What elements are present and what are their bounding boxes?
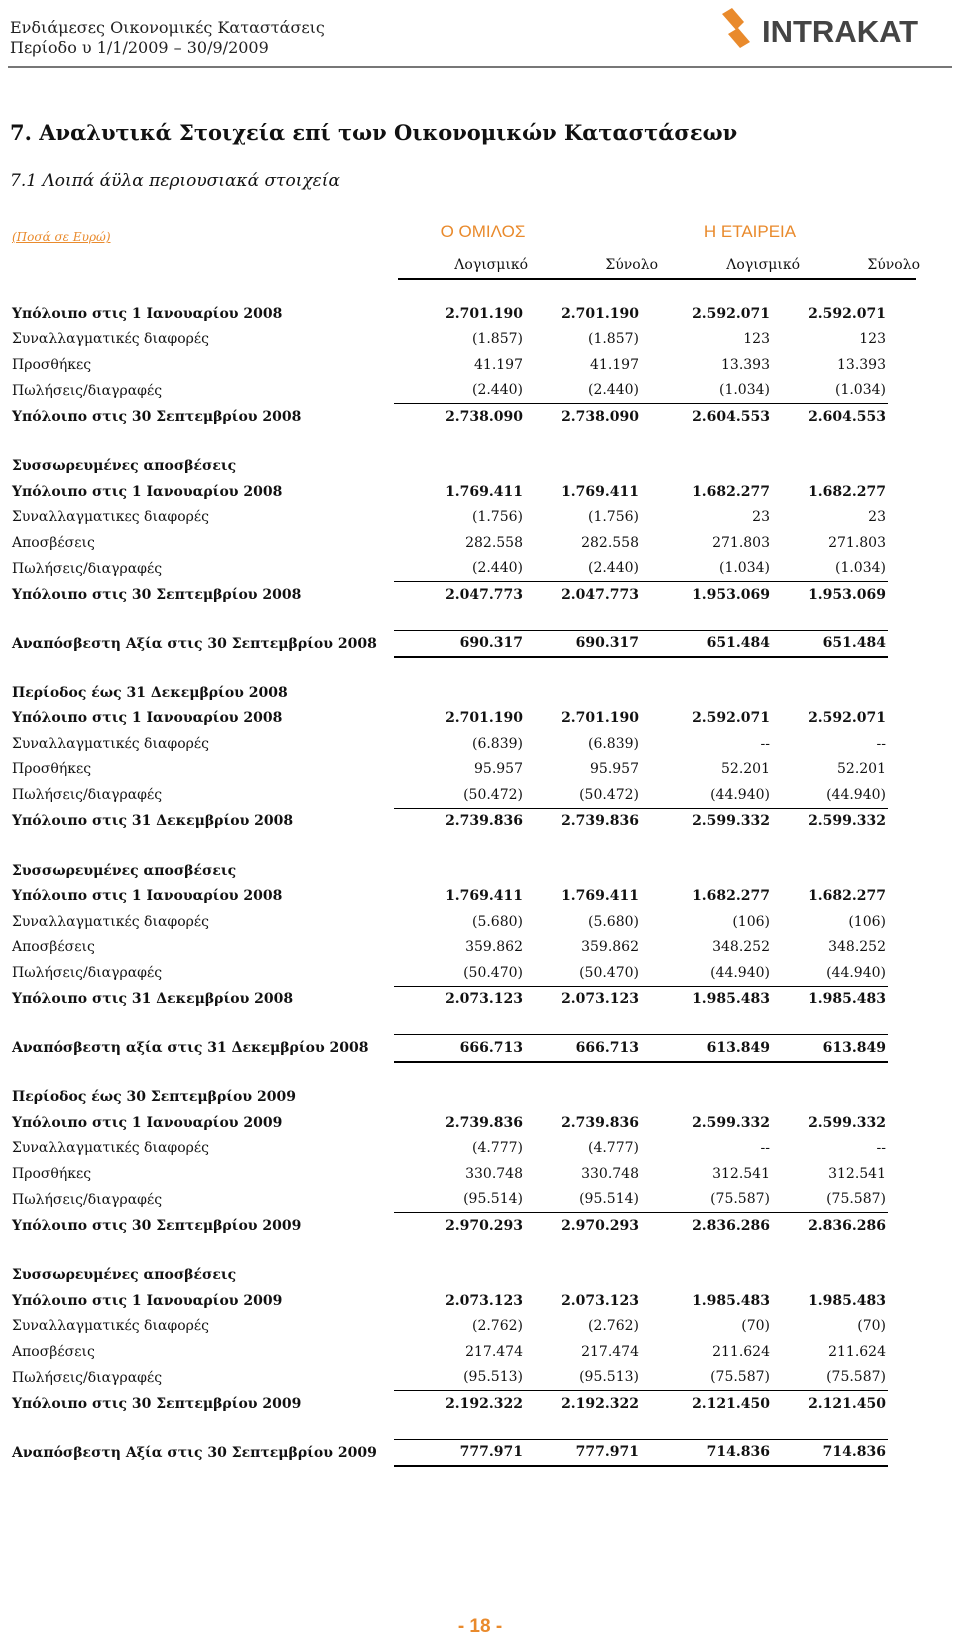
value-cell: 211.624	[828, 1343, 886, 1360]
table-row	[12, 706, 888, 732]
value-cell: (75.587)	[826, 1369, 886, 1386]
value-cell: 1.769.411	[561, 483, 639, 500]
value-cell: --	[760, 735, 770, 752]
value-cell: (4.777)	[587, 1140, 639, 1157]
value-cell: 52.201	[721, 761, 770, 778]
value-cell: 359.862	[581, 939, 639, 956]
value-cell: --	[876, 1140, 886, 1157]
row-label: Συναλλαγματικές διαφορές	[12, 1318, 209, 1335]
row-label: Αναπόσβεστη αξία στις 31 Δεκεμβρίου 2008	[12, 1040, 369, 1056]
value-cell: (44.940)	[826, 786, 886, 803]
value-cell: 666.713	[525, 1035, 641, 1062]
value-cell: 2.121.450	[772, 1391, 888, 1417]
value-cell	[772, 1085, 888, 1111]
table-row	[12, 986, 888, 1012]
value-cell: (95.514)	[579, 1191, 639, 1208]
value-cell	[772, 858, 888, 884]
table-row	[12, 1263, 888, 1289]
value-cell: 613.849	[772, 1035, 888, 1062]
row-label: Υπόλοιπο στις 30 Σεπτεμβρίου 2009	[12, 1217, 302, 1234]
value-cell: 23	[868, 509, 886, 526]
value-cell	[641, 1263, 772, 1289]
row-label: Υπόλοιπο στις 30 Σεπτεμβρίου 2008	[12, 408, 302, 425]
table-row	[12, 909, 888, 935]
table-row	[12, 301, 888, 327]
value-cell: (95.513)	[463, 1369, 523, 1386]
page-number: - 18 -	[457, 1616, 503, 1637]
table-row	[12, 1314, 888, 1340]
value-cell: 2.599.332	[772, 808, 888, 834]
value-cell: 2.701.190	[445, 710, 523, 727]
value-cell: (4.777)	[471, 1140, 523, 1157]
value-cell: (5.680)	[587, 913, 639, 930]
value-cell: 1.682.277	[692, 483, 770, 500]
value-cell: 217.474	[581, 1343, 639, 1360]
row-label: Πωλήσεις/διαγραφές	[12, 560, 163, 577]
table-row	[12, 556, 888, 582]
row-label: Πωλήσεις/διαγραφές	[12, 965, 163, 981]
value-cell: (1.857)	[587, 331, 639, 348]
value-cell: 2.192.322	[394, 1391, 525, 1417]
table-row	[12, 1439, 888, 1466]
value-cell	[525, 1085, 641, 1111]
value-cell: 2.047.773	[394, 582, 525, 608]
row-label: Συσσωρευμένες αποσβέσεις	[12, 862, 237, 879]
value-cell: 1.682.277	[808, 483, 886, 500]
spacer-row	[12, 608, 888, 631]
value-cell: (2.440)	[587, 382, 639, 399]
table-row	[12, 479, 888, 505]
subsection-title: 7.1 Λοιπά άϋλα περιουσιακά στοιχεία	[10, 171, 340, 191]
column-header: Σύνολο	[867, 257, 920, 273]
table-row	[12, 404, 888, 430]
value-cell: 1.953.069	[641, 582, 772, 608]
spacer-row	[12, 834, 888, 858]
value-cell: 2.121.450	[641, 1391, 772, 1417]
value-cell: 348.252	[712, 939, 770, 956]
row-label: Υπόλοιπο στις 31 Δεκεμβρίου 2008	[12, 991, 294, 1007]
spacer-row	[12, 1417, 888, 1440]
value-cell: (1.857)	[471, 331, 523, 348]
value-cell: 2.604.553	[641, 404, 772, 430]
value-cell: 123	[743, 331, 770, 348]
value-cell: (6.839)	[471, 735, 523, 752]
section-title: 7. Αναλυτικά Στοιχεία επί των Οικονομικών Καταστάσεων	[10, 120, 738, 145]
value-cell: (1.034)	[834, 382, 886, 399]
value-cell: 271.803	[712, 534, 770, 551]
intrakat-logo	[718, 8, 948, 48]
value-cell: 312.541	[828, 1165, 886, 1182]
table-row	[12, 960, 888, 986]
header-title: Ενδιάμεσες Οικονομικές Καταστάσεις	[10, 18, 325, 37]
value-cell: 1.985.483	[641, 986, 772, 1012]
document-header	[10, 18, 325, 58]
value-cell: (75.587)	[710, 1369, 770, 1386]
spacer-row	[12, 657, 888, 680]
row-label: Υπόλοιπο στις 30 Σεπτεμβρίου 2008	[12, 586, 302, 603]
table-row	[12, 1213, 888, 1239]
value-cell: 2.073.123	[445, 1292, 523, 1309]
value-cell: 2.047.773	[525, 582, 641, 608]
value-cell: 2.592.071	[808, 305, 886, 322]
value-cell: 2.738.090	[394, 404, 525, 430]
value-cell: 2.739.836	[525, 808, 641, 834]
row-label: Συναλλαγματικές διαφορές	[12, 1140, 209, 1157]
row-label: Υπόλοιπο στις 1 Ιανουαρίου 2008	[12, 305, 283, 322]
table-row	[12, 327, 888, 353]
value-cell: 2.592.071	[808, 710, 886, 727]
value-cell: 271.803	[828, 534, 886, 551]
value-cell: 2.970.293	[394, 1213, 525, 1239]
table-row	[12, 1085, 888, 1111]
table-row	[12, 757, 888, 783]
value-cell: (50.470)	[579, 964, 639, 981]
row-label: Συσσωρευμένες αποσβέσεις	[12, 1267, 237, 1284]
value-cell	[394, 1263, 525, 1289]
value-cell: 13.393	[721, 356, 770, 373]
value-cell	[394, 454, 525, 480]
value-cell: 690.317	[525, 630, 641, 657]
table-row	[12, 884, 888, 910]
value-cell: 217.474	[465, 1343, 523, 1360]
value-cell: 2.836.286	[772, 1213, 888, 1239]
table-row	[12, 808, 888, 834]
value-cell: (75.587)	[710, 1191, 770, 1208]
value-cell: (106)	[848, 913, 886, 930]
value-cell: 1.769.411	[445, 888, 523, 905]
value-cell: 41.197	[590, 356, 639, 373]
table-row	[12, 858, 888, 884]
value-cell	[394, 858, 525, 884]
value-cell: 312.541	[712, 1165, 770, 1182]
row-label: Συναλλαγματικες διαφορές	[12, 509, 209, 526]
row-label: Πωλήσεις/διαγραφές	[12, 1369, 163, 1386]
value-cell: 1.682.277	[808, 888, 886, 905]
row-label: Υπόλοιπο στις 1 Ιανουαρίου 2009	[12, 1114, 283, 1131]
value-cell: 23	[752, 509, 770, 526]
table-row	[12, 935, 888, 961]
row-label: Αποσβέσεις	[12, 1343, 95, 1360]
row-label: Υπόλοιπο στις 31 Δεκεμβρίου 2008	[12, 813, 294, 829]
header-divider	[8, 66, 952, 68]
value-cell: 1.985.483	[808, 1292, 886, 1309]
value-cell: 2.592.071	[692, 710, 770, 727]
value-cell	[525, 858, 641, 884]
value-cell: (44.940)	[710, 964, 770, 981]
value-cell: 2.073.123	[394, 986, 525, 1012]
row-label: Προσθήκες	[12, 761, 92, 778]
value-cell: 777.971	[525, 1439, 641, 1466]
table-row	[12, 1339, 888, 1365]
spacer-row	[12, 1239, 888, 1263]
row-label: Προσθήκες	[12, 356, 92, 373]
value-cell: 690.317	[394, 630, 525, 657]
table-row	[12, 630, 888, 657]
row-label: Υπόλοιπο στις 1 Ιανουαρίου 2008	[12, 483, 283, 500]
value-cell: 777.971	[394, 1439, 525, 1466]
value-cell	[641, 454, 772, 480]
row-label: Προσθήκες	[12, 1165, 92, 1182]
value-cell: 359.862	[465, 939, 523, 956]
row-label: Συναλλαγματικές διαφορές	[12, 913, 209, 930]
header-period: Περίοδο υ 1/1/2009 – 30/9/2009	[10, 38, 269, 57]
value-cell: 282.558	[581, 534, 639, 551]
spacer-row	[12, 1062, 888, 1085]
table-row	[12, 1187, 888, 1213]
value-cell: (2.440)	[587, 560, 639, 577]
table-row	[12, 1035, 888, 1062]
logo-mark-icon	[718, 8, 948, 48]
value-cell: 2.739.836	[561, 1114, 639, 1131]
value-cell: 2.073.123	[561, 1292, 639, 1309]
value-cell: 1.682.277	[692, 888, 770, 905]
value-cell: 2.738.090	[525, 404, 641, 430]
value-cell: 2.599.332	[692, 1114, 770, 1131]
value-cell: (44.940)	[710, 786, 770, 803]
value-cell: (44.940)	[826, 964, 886, 981]
value-cell: 95.957	[590, 761, 639, 778]
value-cell: 1.985.483	[772, 986, 888, 1012]
value-cell: 282.558	[465, 534, 523, 551]
value-cell: 52.201	[837, 761, 886, 778]
value-cell: (50.472)	[463, 786, 523, 803]
table-row	[12, 1288, 888, 1314]
value-cell: 714.836	[772, 1439, 888, 1466]
value-cell	[525, 454, 641, 480]
value-cell: 1.953.069	[772, 582, 888, 608]
value-cell: 1.769.411	[561, 888, 639, 905]
row-label: Πωλήσεις/διαγραφές	[12, 1191, 163, 1208]
value-cell: 651.484	[641, 630, 772, 657]
value-cell: 211.624	[712, 1343, 770, 1360]
value-cell	[641, 1085, 772, 1111]
value-cell: (95.513)	[579, 1369, 639, 1386]
value-cell: (75.587)	[826, 1191, 886, 1208]
value-cell: (1.034)	[718, 560, 770, 577]
value-cell: 2.701.190	[561, 305, 639, 322]
value-cell: 2.739.836	[394, 808, 525, 834]
value-cell: (2.762)	[587, 1318, 639, 1335]
value-cell: --	[760, 1140, 770, 1157]
value-cell	[772, 680, 888, 706]
value-cell: (95.514)	[463, 1191, 523, 1208]
value-cell	[525, 680, 641, 706]
value-cell	[772, 1263, 888, 1289]
value-cell: 2.599.332	[808, 1114, 886, 1131]
table-row	[12, 1136, 888, 1162]
value-cell: 651.484	[772, 630, 888, 657]
column-header: Σύνολο	[605, 257, 658, 273]
row-label: Υπόλοιπο στις 1 Ιανουαρίου 2008	[12, 710, 283, 727]
value-cell: 2.592.071	[692, 305, 770, 322]
row-label: Υπόλοιπο στις 1 Ιανουαρίου 2008	[12, 888, 283, 905]
value-cell: (70)	[741, 1318, 770, 1335]
value-cell: 2.739.836	[445, 1114, 523, 1131]
table-row	[12, 1161, 888, 1187]
value-cell: 2.970.293	[525, 1213, 641, 1239]
value-cell: 95.957	[474, 761, 523, 778]
column-header: Λογισμικό	[726, 257, 800, 273]
row-label: Αποσβέσεις	[12, 939, 95, 956]
value-cell: 2.073.123	[525, 986, 641, 1012]
value-cell: 666.713	[394, 1035, 525, 1062]
value-cell: (1.756)	[471, 509, 523, 526]
value-cell	[394, 1085, 525, 1111]
value-cell: (2.762)	[471, 1318, 523, 1335]
table-row	[12, 731, 888, 757]
row-label: Περίοδος έως 31 Δεκεμβρίου 2008	[12, 684, 288, 701]
value-cell: 123	[859, 331, 886, 348]
row-label: Αναπόσβεστη Αξία στις 30 Σεπτεμβρίου 2009	[12, 1444, 377, 1461]
row-label: Συναλλαγματικές διαφορές	[12, 735, 209, 752]
amounts-note: (Ποσά σε Ευρώ)	[12, 230, 111, 244]
table-row	[12, 352, 888, 378]
table-row	[12, 1391, 888, 1417]
table-row	[12, 505, 888, 531]
row-label: Συναλλαγματικές διαφορές	[12, 331, 209, 348]
value-cell: (106)	[732, 913, 770, 930]
table-row	[12, 1365, 888, 1391]
row-label: Αποσβέσεις	[12, 534, 95, 551]
value-cell: (50.470)	[463, 964, 523, 981]
value-cell: 2.836.286	[641, 1213, 772, 1239]
group-heading: Ο ΟΜΙΛΟΣ	[440, 222, 526, 241]
row-label: Υπόλοιπο στις 1 Ιανουαρίου 2009	[12, 1292, 283, 1309]
value-cell	[394, 680, 525, 706]
value-cell: (50.472)	[579, 786, 639, 803]
table-row	[12, 782, 888, 808]
company-heading: Η ΕΤΑΙΡΕΙΑ	[703, 222, 797, 241]
value-cell: (2.440)	[471, 560, 523, 577]
table-row	[12, 530, 888, 556]
value-cell: (70)	[857, 1318, 886, 1335]
value-cell: (1.034)	[834, 560, 886, 577]
value-cell: --	[876, 735, 886, 752]
value-cell: 613.849	[641, 1035, 772, 1062]
column-header-divider	[398, 278, 916, 280]
value-cell: (6.839)	[587, 735, 639, 752]
value-cell	[641, 858, 772, 884]
value-cell: 2.701.190	[561, 710, 639, 727]
spacer-row	[12, 430, 888, 454]
row-label: Πωλήσεις/διαγραφές	[12, 382, 163, 399]
column-header: Λογισμικό	[454, 257, 528, 273]
value-cell: 348.252	[828, 939, 886, 956]
table-row	[12, 378, 888, 404]
value-cell	[525, 1263, 641, 1289]
value-cell: 2.604.553	[772, 404, 888, 430]
logo-text: INTRAKAT	[762, 14, 919, 48]
row-label: Περίοδος έως 30 Σεπτεμβρίου 2009	[12, 1089, 296, 1106]
row-label: Συσσωρευμένες αποσβέσεις	[12, 458, 237, 475]
intangible-assets-table	[12, 301, 888, 1467]
table-row	[12, 454, 888, 480]
value-cell: 2.701.190	[445, 305, 523, 322]
value-cell: 330.748	[581, 1165, 639, 1182]
row-label: Αναπόσβεστη Αξία στις 30 Σεπτεμβρίου 2008	[12, 635, 377, 652]
table-row	[12, 582, 888, 608]
value-cell: 1.769.411	[445, 483, 523, 500]
value-cell	[772, 454, 888, 480]
value-cell: 41.197	[474, 356, 523, 373]
value-cell: (1.756)	[587, 509, 639, 526]
value-cell: 330.748	[465, 1165, 523, 1182]
row-label: Πωλήσεις/διαγραφές	[12, 787, 163, 803]
value-cell: 714.836	[641, 1439, 772, 1466]
value-cell: 2.599.332	[641, 808, 772, 834]
row-label: Υπόλοιπο στις 30 Σεπτεμβρίου 2009	[12, 1395, 302, 1412]
value-cell: (5.680)	[471, 913, 523, 930]
table-row	[12, 1110, 888, 1136]
value-cell: 2.192.322	[525, 1391, 641, 1417]
value-cell: (1.034)	[718, 382, 770, 399]
value-cell: 13.393	[837, 356, 886, 373]
table-row	[12, 680, 888, 706]
value-cell	[641, 680, 772, 706]
value-cell: (2.440)	[471, 382, 523, 399]
value-cell: 1.985.483	[692, 1292, 770, 1309]
spacer-row	[12, 1012, 888, 1035]
